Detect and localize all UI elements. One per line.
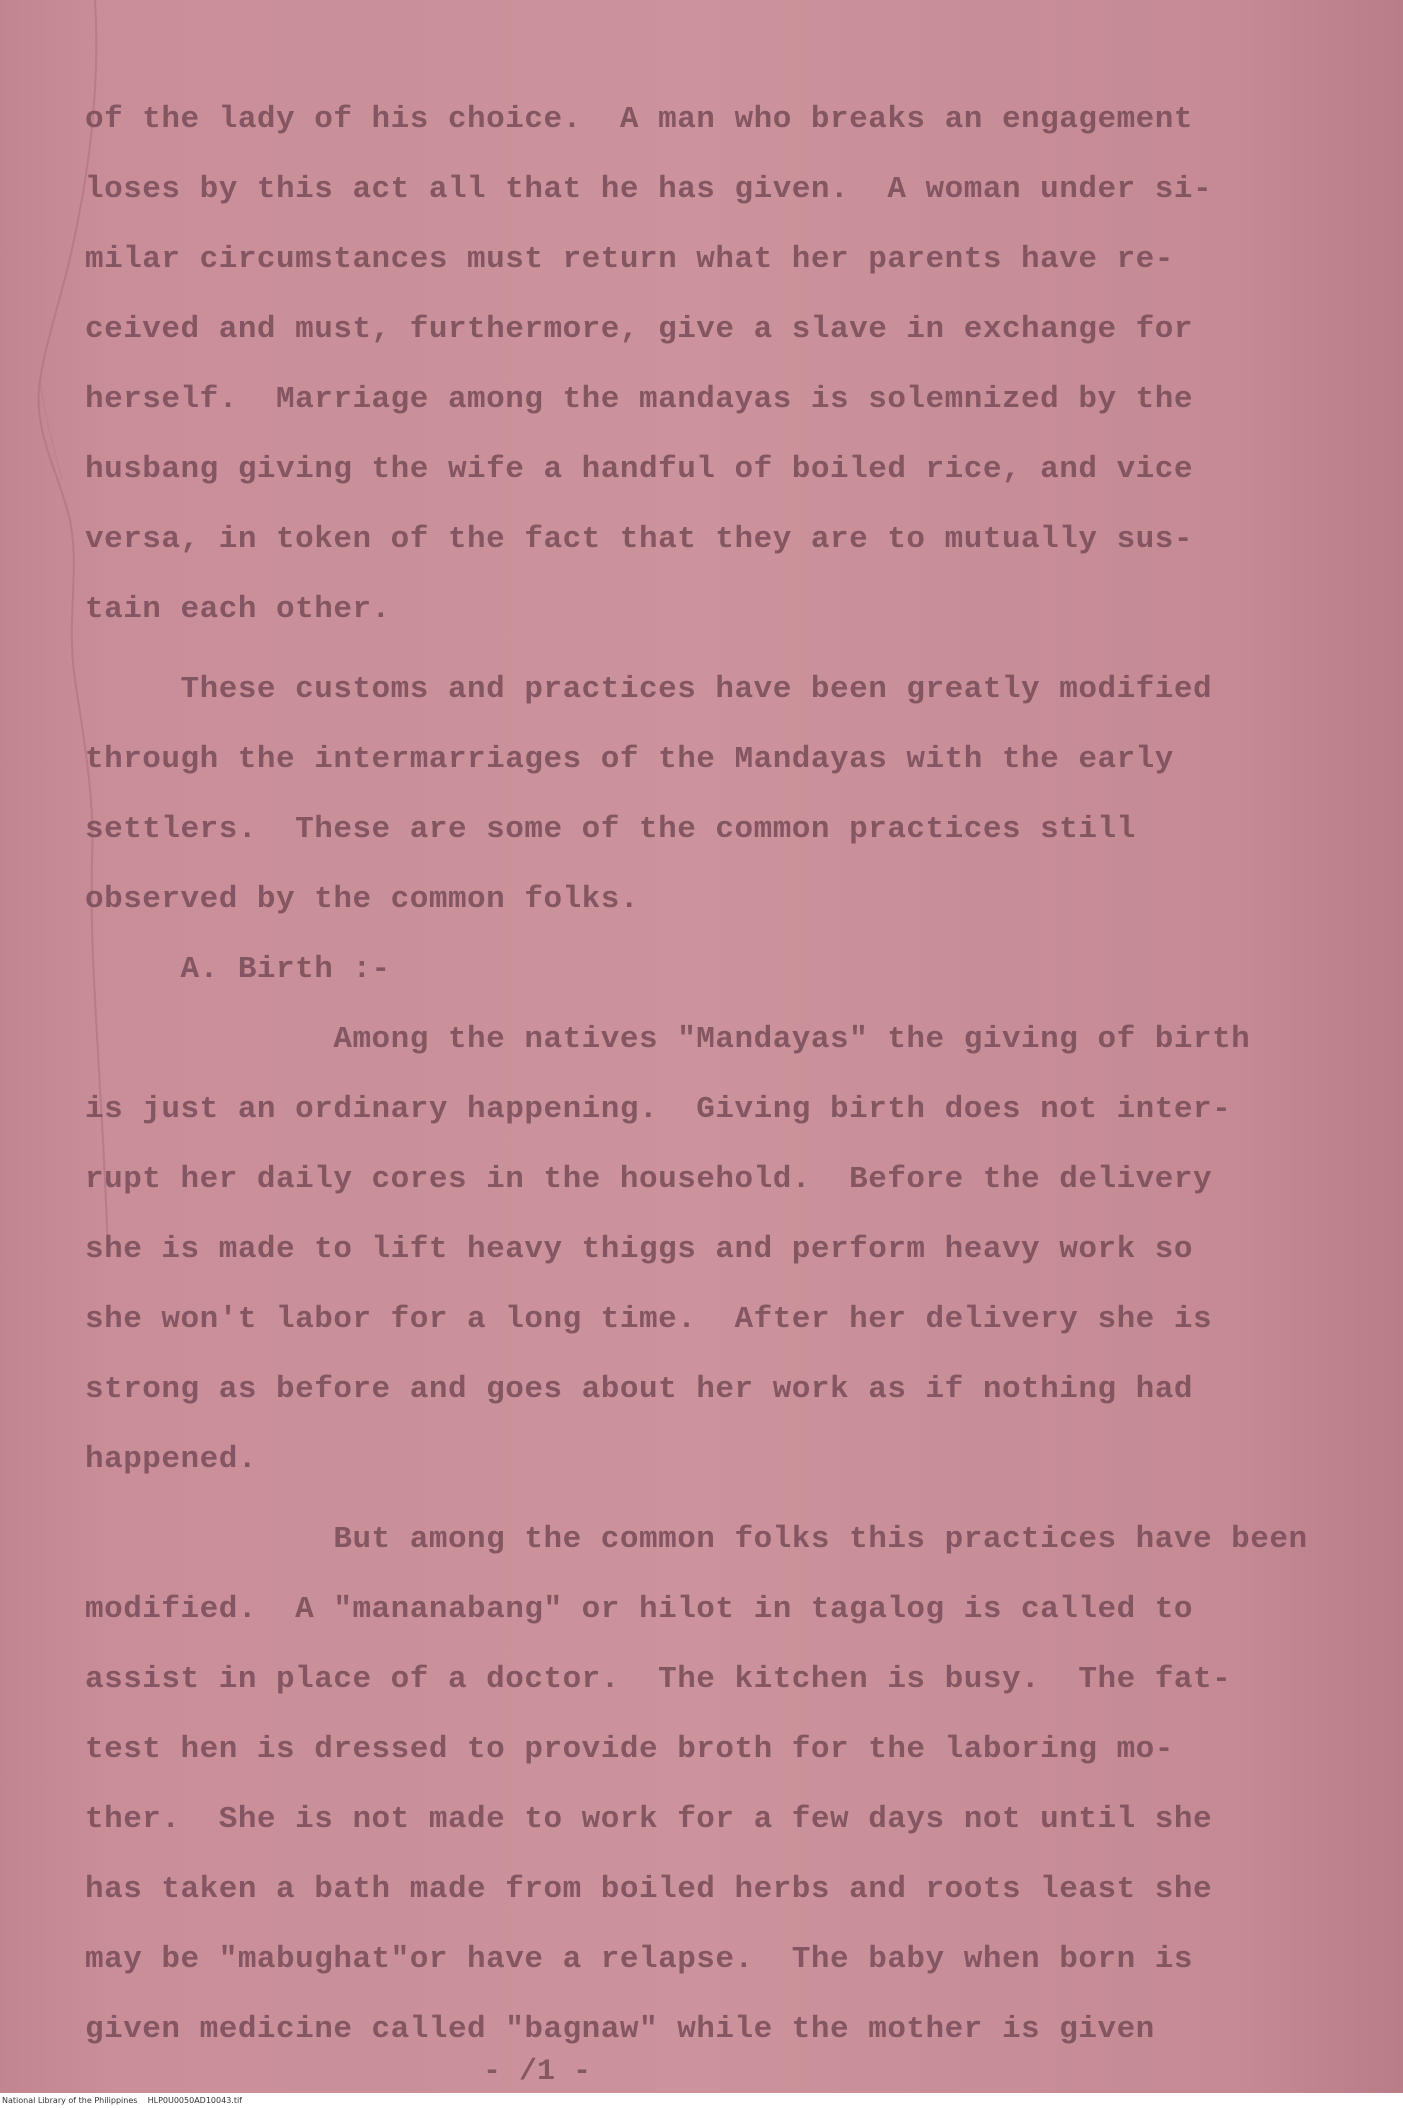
text-line: ther. She is not made to work for a few days not until she [85,1802,1213,1837]
text-line: ceived and must, furthermore, give a slave in exchange for [85,312,1193,347]
text-line: versa, in token of the fact that they are to mutually sus- [85,522,1193,557]
text-line: given medicine called "bagnaw" while the mother is given [85,2012,1155,2047]
text-line: observed by the common folks. [85,882,639,917]
text-line: settlers. These are some of the common practices still [85,812,1136,847]
text-line: happened. [85,1442,257,1477]
scan-footer-caption: National Library of the Philippines HLP0U0050AD10043.tif [2,2096,242,2105]
text-line: assist in place of a doctor. The kitchen is busy. The fat- [85,1662,1232,1697]
text-line: of the lady of his choice. A man who breaks an engagement [85,102,1193,137]
text-line: Among the natives "Mandayas" the giving of birth [85,1022,1251,1057]
text-line: These customs and practices have been greatly modified [85,672,1213,707]
text-line: loses by this act all that he has given. A woman under si- [85,172,1213,207]
text-line: test hen is dressed to provide broth for the laboring mo- [85,1732,1174,1767]
text-line: But among the common folks this practices have been [85,1522,1308,1557]
text-line: milar circumstances must return what her parents have re- [85,242,1174,277]
page-number: - /1 - [483,2055,592,2089]
text-line: has taken a bath made from boiled herbs and roots least she [85,1872,1213,1907]
text-line: modified. A "mananabang" or hilot in tagalog is called to [85,1592,1193,1627]
text-line: husbang giving the wife a handful of boiled rice, and vice [85,452,1193,487]
text-line: herself. Marriage among the mandayas is solemnized by the [85,382,1193,417]
text-line: may be "mabughat"or have a relapse. The baby when born is [85,1942,1193,1977]
text-line: strong as before and goes about her work as if nothing had [85,1372,1193,1407]
text-line: rupt her daily cores in the household. Before the delivery [85,1162,1213,1197]
text-line: she is made to lift heavy thiggs and perform heavy work so [85,1232,1193,1267]
text-line: tain each other. [85,592,391,627]
text-line: she won't labor for a long time. After her delivery she is [85,1302,1213,1337]
section-heading: A. Birth :- [85,952,391,987]
text-line: through the intermarriages of the Mandayas with the early [85,742,1174,777]
text-line: is just an ordinary happening. Giving birth does not inter- [85,1092,1232,1127]
